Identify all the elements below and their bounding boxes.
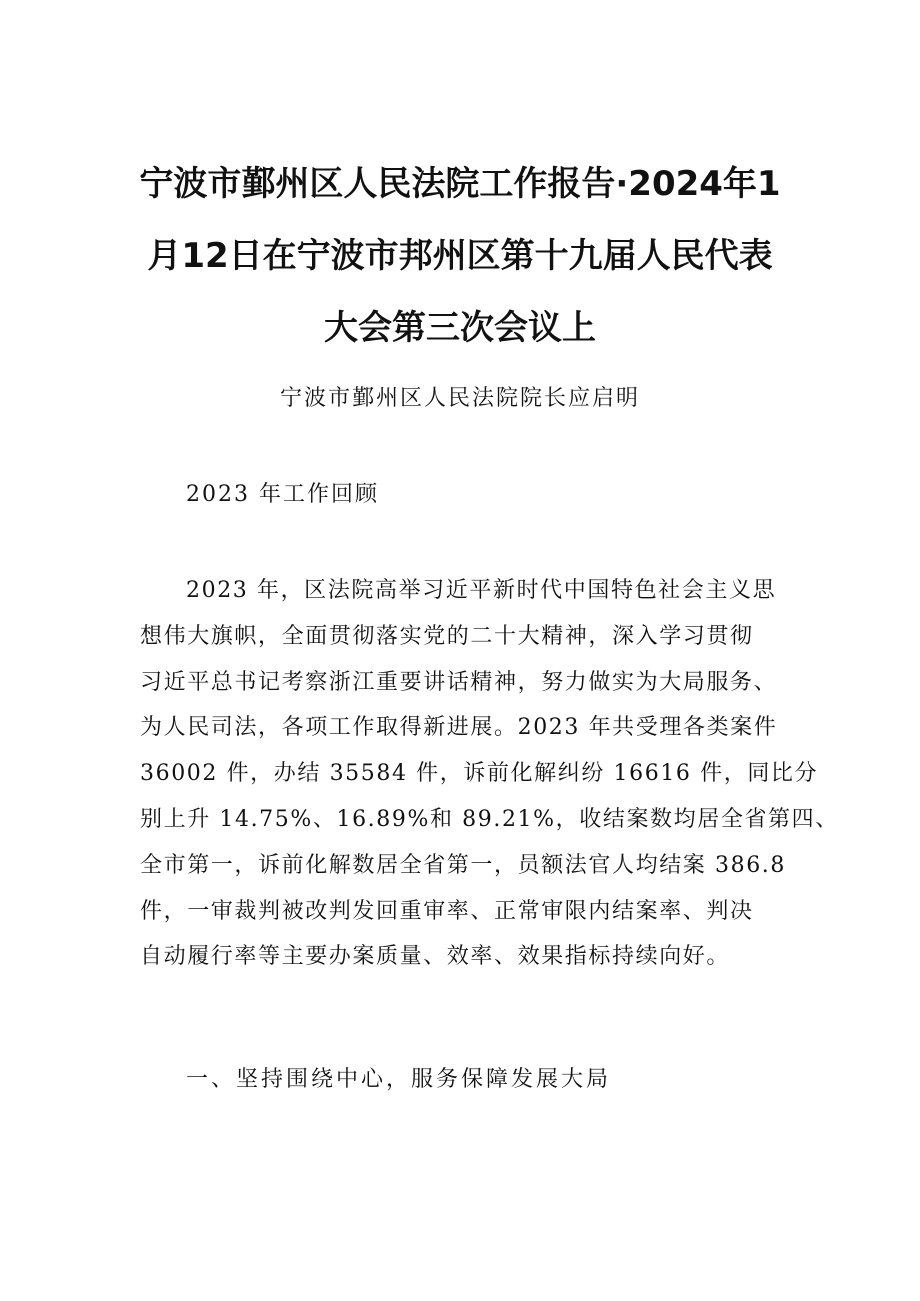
body-line-4: 为人民司法，各项工作取得新进展。2023 年共受理各类案件	[140, 715, 778, 741]
body-line-3: 习近平总书记考察浙江重要讲话精神，努力做实为大局服务、	[140, 669, 778, 695]
author-line: 宁波市鄞州区人民法院院长应启明	[279, 386, 640, 411]
body-line-5: 36002 件，办结 35584 件，诉前化解纠纷 16616 件，同比分	[140, 761, 819, 787]
title-line-1: 宁波市鄞州区人民法院工作报告·2024年1	[139, 164, 781, 204]
section-heading-review: 2023 年工作回顾	[186, 482, 379, 507]
body-line-2: 想伟大旗帜，全面贯彻落实党的二十大精神，深入学习贯彻	[140, 623, 754, 649]
body-line-7: 全市第一，诉前化解数居全省第一，员额法官人均结案 386.8	[140, 852, 786, 878]
body-line-9: 自动履行率等主要办案质量、效率、效果指标持续向好。	[140, 944, 731, 970]
body-line-1: 2023 年，区法院高举习近平新时代中国特色社会主义思	[186, 578, 777, 603]
document-title	[120, 148, 800, 364]
section-heading-one: 一、坚持围绕中心，服务保障发展大局	[186, 1067, 612, 1092]
body-line-6: 别上升 14.75%、16.89%和 89.21%，收结案数均居全省第四、	[140, 806, 839, 832]
body-line-8: 件，一审裁判被改判发回重审率、正常审限内结案率、判决	[140, 898, 754, 924]
title-line-3: 大会第三次会议上	[324, 308, 596, 348]
title-line-2: 月12日在宁波市邦州区第十九届人民代表	[147, 236, 773, 276]
body-paragraph	[140, 568, 839, 980]
